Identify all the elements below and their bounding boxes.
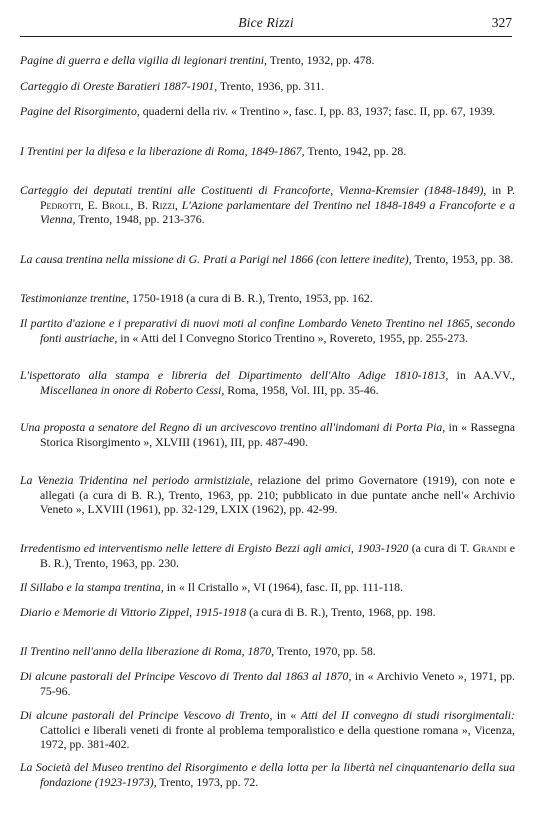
bibliography-entry	[20, 252, 515, 267]
entry-title: Diario e Memorie di Vittorio Zippel, 1915-1918	[20, 605, 247, 619]
bibliography-entry	[20, 605, 515, 620]
bibliography-entry	[20, 53, 515, 68]
entry-title: Il Trentino nell'anno della liberazione di Roma, 1870,	[20, 644, 275, 658]
bibliography-entry	[20, 104, 515, 119]
entry-details: in « Atti del I Convegno Storico Trentino », Rovereto, 1955, pp. 255-273.	[117, 330, 468, 345]
entry-title: Pagine del Risorgimento,	[20, 104, 140, 118]
author-name: Pedrotti	[40, 197, 81, 212]
entry-title: I Trentini per la difesa e la liberazione di Roma, 1849-1867,	[20, 144, 305, 158]
entry-title: Una proposta a senatore del Regno di un arcivescovo trentino all'indomani di Porta Pia,	[20, 420, 446, 434]
entry-title: La causa trentina nella missione di G. Prati a Parigi nel 1866 (con lettere inedite),	[20, 252, 412, 266]
entry-details: relazione del primo Governatore (1919), con note e allegati (a cura di B. R.), Trento, 1963, pp. 210; pubblicato in due puntate anche nell'« Archivio Veneto », LXVIII (1961), pp. 32-129, LXIX (1962), pp. 42-99.	[40, 473, 515, 517]
entry-title: La Venezia Tridentina nel periodo armistiziale,	[20, 473, 253, 487]
entry-subtitle: L'Azione parlamentare del Trentino nel 1848-1849 a Francoforte e a Vienna,	[40, 197, 515, 227]
entry-details: Trento, 1936, pp. 311.	[217, 79, 325, 93]
entry-details: Trento, 1973, pp. 72.	[156, 774, 259, 789]
entry-title: La Società del Museo trentino del Risorgimento e della lotta per la libertà nel cinquantenario della sua fondazione (1923-1973),	[20, 760, 515, 789]
entry-details: Trento, 1953, pp. 38.	[411, 252, 514, 266]
entry-details: 1750-1918 (a cura di B. R.), Trento, 1953, pp. 162.	[129, 291, 373, 305]
bibliography-entry	[20, 644, 515, 659]
entry-details: in « Il Cristallo », VI (1964), fasc. II, pp. 111-118.	[163, 580, 404, 594]
bibliography-entry	[20, 760, 515, 789]
author-name: Broll	[101, 197, 131, 212]
bibliography-entry: L'ispettorato alla stampa e libreria del Dipartimento dell'Alto Adige 1810-1813, in AA.VV., Miscellanea in onore di Roberto Cessi, Roma, 1958, Vol. III, pp. 35-46.	[20, 368, 515, 397]
entry-details: Cattolici e liberali veneti di fronte al problema temporalistico e della questione romana », Vicenza, 1972, pp. 381-402.	[40, 722, 515, 752]
page-header	[20, 14, 512, 37]
entry-title: Testimonianze trentine,	[20, 291, 130, 305]
bibliography-entry	[20, 79, 515, 94]
bibliography-entry	[20, 420, 515, 449]
entry-title: Di alcune pastorali del Principe Vescovo di Trento dal 1863 al 1870,	[20, 669, 352, 683]
entry-title: Carteggio dei deputati trentini alle Costituenti di Francoforte, Vienna-Kremsier (1848-1849),	[20, 183, 487, 197]
entry-subtitle: Atti del II convegno di studi risorgimentali:	[300, 708, 515, 722]
bibliography-entry	[20, 144, 515, 159]
entry-details: in « Archivio Veneto », 1971, pp. 75-96.	[40, 669, 515, 698]
entry-title: Irredentismo ed interventismo nelle lettere di Ergisto Bezzi agli amici, 1903-1920	[20, 541, 409, 555]
bibliography-entry	[20, 580, 515, 595]
entry-details: quaderni della riv. « Trentino », fasc. I, pp. 83, 1937; fasc. II, pp. 67, 1939.	[139, 104, 496, 118]
entry-details: in « Rassegna Storica Risorgimento », XLVIII (1961), III, pp. 487-490.	[40, 420, 515, 449]
bibliography-entry	[20, 291, 515, 306]
bibliography-entry: Di alcune pastorali del Principe Vescovo di Trento, in « Atti del II convegno di studi risorgimentali: Cattolici e liberali veneti di fronte al problema temporalistico e della questione romana », Vicenza, 1972, pp. 381-402.	[20, 708, 515, 752]
entry-details: (a cura di B. R.), Trento, 1968, pp. 198.	[246, 605, 436, 619]
entry-title: L'ispettorato alla stampa e libreria del Dipartimento dell'Alto Adige 1810-1813,	[20, 368, 449, 382]
entry-title: Carteggio di Oreste Baratieri 1887-1901,	[20, 79, 218, 93]
running-title: Bice Rizzi	[238, 15, 294, 30]
entry-details: Trento, 1942, pp. 28.	[304, 144, 407, 158]
author-name: Grandi	[472, 541, 507, 555]
entry-title: Di alcune pastorali del Principe Vescovo di Trento,	[20, 708, 273, 722]
entry-details: Trento, 1970, pp. 58.	[274, 644, 376, 658]
author-name: Rizzi	[151, 197, 175, 212]
bibliography-entry: Carteggio dei deputati trentini alle Costituenti di Francoforte, Vienna-Kremsier (1848-1849), in P. Pedrotti, E. Broll, B. Rizzi, L'Azione parlamentare del Trentino nel 1848-1849 a Francoforte e a Vienna, Trento, 1948, pp. 213-376.	[20, 183, 515, 227]
bibliography-entry: Irredentismo ed interventismo nelle lettere di Ergisto Bezzi agli amici, 1903-1920 (a cura di T. Grandi e B. R.), Trento, 1963, pp. 230.	[20, 541, 515, 570]
bibliography-entry	[20, 316, 515, 345]
page-number: 327	[491, 15, 512, 30]
bibliography-entry	[20, 669, 515, 698]
entry-details: Trento, 1948, pp. 213-376.	[75, 212, 205, 227]
entry-subtitle: Miscellanea in onore di Roberto Cessi,	[40, 382, 225, 397]
entry-details: e B. R.), Trento, 1963, pp. 230.	[40, 541, 515, 570]
entry-title: Pagine di guerra e della vigilia di legionari trentini,	[20, 53, 267, 67]
entry-title: Il partito d'azione e i preparativi di nuovi moti al confine Lombardo Veneto Trentino nel 1865, secondo fonti austriache,	[20, 316, 515, 345]
bibliography-entry	[20, 473, 515, 517]
entry-details: Trento, 1932, pp. 478.	[266, 53, 375, 67]
entry-title: Il Sillabo e la stampa trentina,	[20, 580, 164, 594]
entry-details: Roma, 1958, Vol. III, pp. 35-46.	[224, 382, 379, 397]
